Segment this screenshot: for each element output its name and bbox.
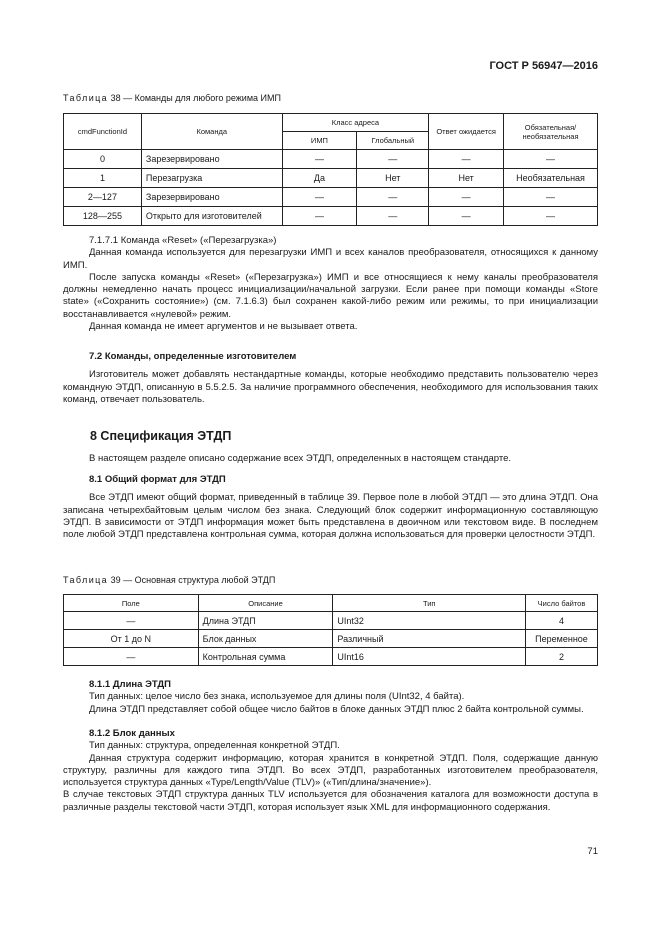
section-title: 8.1.1 Длина ЭТДП [89, 679, 171, 690]
section-8 [63, 453, 598, 465]
col-req: Обязательная/ необязательная [504, 114, 598, 150]
col-field: Поле [64, 595, 199, 612]
table-row: — Контрольная сумма UInt16 2 [64, 648, 598, 666]
section-title: 7.1.7.1 Команда «Reset» («Перезагрузка») [89, 235, 277, 246]
section-8-title: 8 Спецификация ЭТДП [90, 429, 232, 443]
table-row: 128—255 Открыто для изготовителей — — — — [64, 207, 598, 226]
caption-text: 39 — Основная структура любой ЭТДП [108, 575, 276, 585]
section-8-1 [63, 474, 598, 541]
section-7-2 [63, 351, 598, 406]
table39-caption [63, 575, 275, 585]
table-row: — Длина ЭТДП UInt32 4 [64, 612, 598, 630]
caption-label: Таблица [63, 575, 109, 585]
paragraph: Тип данных: целое число без знака, используемое для длины поля (UInt32, 4 байта). [89, 691, 465, 703]
paragraph: Изготовитель может добавлять нестандартные команды, которые необходимо представить пользователю через командную ЭТДП, описанную в 5.5.2.5. За наличие программного обеспечения, необходимого для использования таких команд, отвечает пользователь. [63, 369, 598, 405]
paragraph: Данная команда не имеет аргументов и не вызывает ответа. [89, 321, 358, 333]
standard-header: ГОСТ Р 56947—2016 [489, 60, 598, 72]
col-bytes: Число байтов [526, 595, 598, 612]
paragraph: После запуска команды «Reset» («Перезагрузка») ИМП и все относящиеся к нему каналы преобразователя должны немедленно начать процесс инициализации/начальной загрузки. Если ранее при помощи команды «Store state» («Сохранить состояние») (см. 7.1.6.3) был сохранен какой-либо режим или режимы, то при инициализации восстанавливается «нулевой» режим. [63, 271, 598, 320]
table-row: 1 Перезагрузка Да Нет Нет Необязательная [64, 169, 598, 188]
paragraph: Данная структура содержит информацию, которая хранится в конкретной ЭТДП. Поля, содержащие данную структуру, различны для каждого типа ЭТДП. Во всех ЭТДП, разработанных изготовителем преобразователя, используется структура данных «Type/Length/Value (TLV)» («Тип/длина/значение»). [63, 752, 598, 789]
section-title: 8.1 Общий формат для ЭТДП [89, 474, 226, 485]
section-8-1-1 [63, 679, 598, 716]
page-number: 71 [587, 846, 598, 857]
paragraph: В случае текстовых ЭТДП структура данных TLV используется для обозначения каталога для возможности доступа в различные разделы текстовой части ЭТДП, которая использует язык XML для информационного содержания. [63, 789, 598, 813]
table-row: 2—127 Зарезервировано — — — — [64, 188, 598, 207]
col-glob: Глобальный [357, 132, 429, 150]
caption-text: 38 — Команды для любого режима ИМП [108, 93, 281, 103]
paragraph: Все ЭТДП имеют общий формат, приведенный в таблице 39. Первое поле в любой ЭТДП — это длина ЭТДП. Она записана четырехбайтовым целым числом без знака. Следующий блок содержит информационную составляющую ЭТДП. В зависимости от ЭТДП информация может быть представлена в двоичном или текстовом виде. В последнем поле любой ЭТДП представлена контрольная сумма, которая должна использоваться для проверки целостности ЭТДП. [63, 492, 598, 541]
section-title: 7.2 Команды, определенные изготовителем [89, 351, 297, 362]
paragraph: Данная команда используется для перезагрузки ИМП и всех каналов преобразователя, относящихся к данному ИМП. [63, 247, 598, 271]
col-func: cmdFunctionId [64, 114, 142, 150]
col-cmd: Команда [141, 114, 282, 150]
caption-label: Таблица [63, 93, 109, 103]
table-38 [63, 113, 598, 226]
col-imp: ИМП [282, 132, 357, 150]
table-row: 0 Зарезервировано — — — — [64, 150, 598, 169]
col-type: Тип [333, 595, 526, 612]
table-row: От 1 до N Блок данных Различный Переменное [64, 630, 598, 648]
paragraph: Тип данных: структура, определенная конкретной ЭТДП. [89, 740, 340, 752]
col-resp: Ответ ожидается [429, 114, 504, 150]
section-title: 8.1.2 Блок данных [89, 728, 175, 739]
paragraph: В настоящем разделе описано содержание всех ЭТДП, определенных в настоящем стандарте. [89, 453, 512, 464]
table-39 [63, 594, 598, 666]
col-addr: Класс адреса [282, 114, 429, 132]
section-7-1-7-1 [63, 235, 598, 333]
col-desc: Описание [198, 595, 333, 612]
table38-caption [63, 93, 281, 103]
paragraph: Длина ЭТДП представляет собой общее число байтов в блоке данных ЭТДП плюс 2 байта контрольной суммы. [89, 703, 584, 715]
section-8-1-2 [63, 728, 598, 814]
